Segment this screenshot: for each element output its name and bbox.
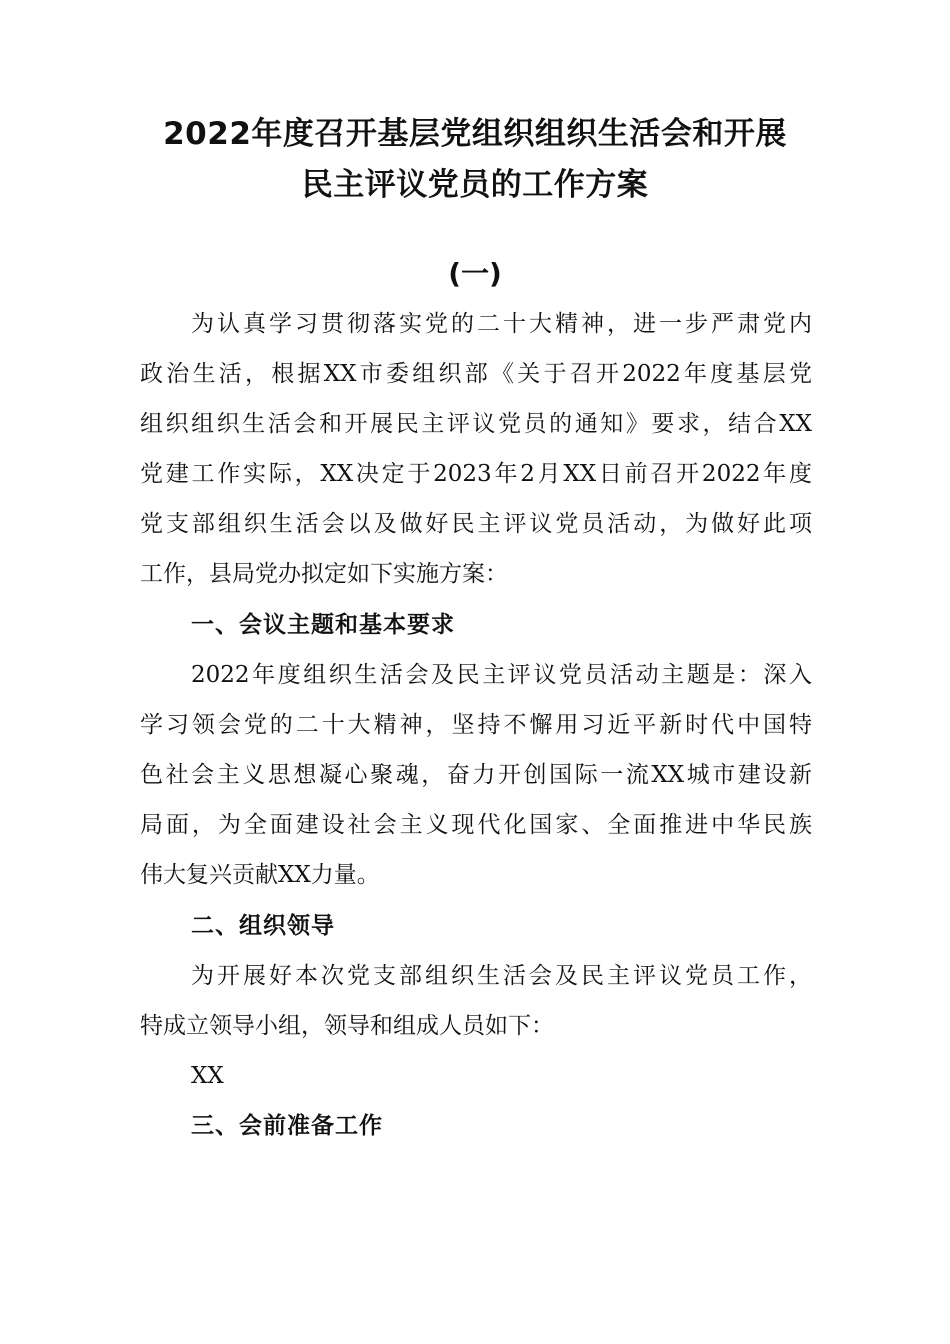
document-title-line-2: 民主评议党员的工作方案 — [301, 167, 649, 203]
intro-line: 组织组织生活会和开展民主评议党员的通知》要求，结合XX — [140, 411, 812, 437]
section-mark: (一) — [448, 257, 502, 290]
leader-placeholder: XX — [191, 1063, 224, 1089]
section-heading-2: 二、组织领导 — [191, 913, 335, 939]
document-title-line-1: 2022年度召开基层党组织组织生活会和开展 — [163, 116, 787, 152]
paragraph-line: 特成立领导小组，领导和组成人员如下： — [140, 1013, 554, 1039]
paragraph-line: 色社会主义思想凝心聚魂，奋力开创国际一流XX城市建设新 — [140, 762, 812, 788]
paragraph-line: 伟大复兴贡献XX力量。 — [140, 862, 380, 888]
section-heading-1: 一、会议主题和基本要求 — [191, 612, 455, 638]
intro-line: 党建工作实际，XX决定于2023年2月XX日前召开2022年度 — [140, 461, 812, 487]
paragraph-line: 2022年度组织生活会及民主评议党员活动主题是：深入 — [191, 662, 812, 688]
paragraph-line: 为开展好本次党支部组织生活会及民主评议党员工作， — [191, 963, 812, 989]
section-heading-3: 三、会前准备工作 — [191, 1113, 383, 1139]
intro-line: 工作，县局党办拟定如下实施方案： — [140, 561, 508, 587]
intro-line: 党支部组织生活会以及做好民主评议党员活动，为做好此项 — [140, 511, 812, 537]
intro-line: 为认真学习贯彻落实党的二十大精神，进一步严肃党内 — [191, 311, 812, 337]
paragraph-line: 局面，为全面建设社会主义现代化国家、全面推进中华民族 — [140, 812, 812, 838]
intro-line: 政治生活，根据XX市委组织部《关于召开2022年度基层党 — [140, 361, 812, 387]
paragraph-line: 学习领会党的二十大精神，坚持不懈用习近平新时代中国特 — [140, 712, 812, 738]
